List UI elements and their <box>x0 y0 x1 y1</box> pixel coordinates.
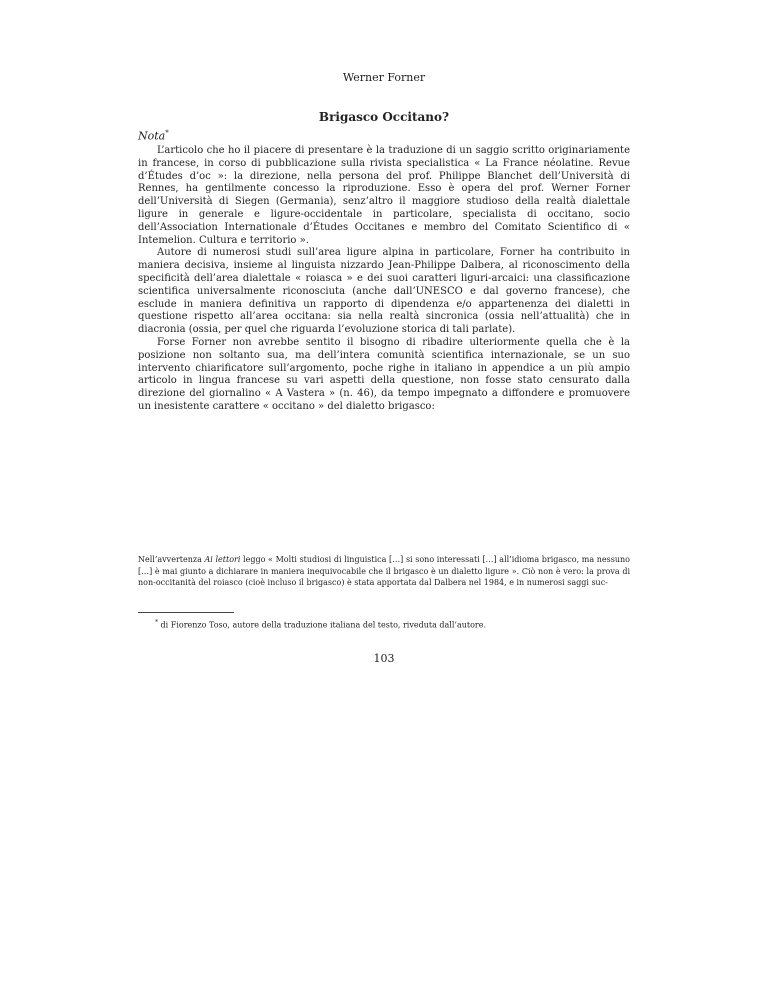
note-heading <box>138 129 169 143</box>
block-quote <box>138 554 630 589</box>
page-number: 103 <box>373 652 395 665</box>
quote-italic-title: Ai lettori <box>204 555 241 564</box>
article-author: Werner Forner <box>342 71 426 84</box>
footnote-divider <box>138 612 234 613</box>
body-paragraph-3: Forse Forner non avrebbe sentito il bisogno di ribadire ulteriormente quella che è la posizione non soltanto sua, ma dell’intera comunità scientifica internazionale, se un suo intervento chiarificatore sull’argomento, poche righe in italiano in appendice a un più ampio articolo in lingua francese su vari aspetti della questione, non fosse stato censurato dalla direzione del giornalino « A Vastera » (n. 46), da tempo impegnato a diffondere e promuovere un inesistente carattere « occitano » del dialetto brigasco: <box>138 336 630 412</box>
quote-text: leggo « Molti studiosi di linguistica […] si sono interessati […] all’idioma brigasco, ma nessuno […] è mai giunto a dichiarare in maniera inequivocabile che il brigasco è un dialetto ligure ». Ciò non è vero: la prova di non-occitanità del roiasco (cioè incluso il brigasco) è stata apportata dal Dalbera nel 1984, e in numerosi saggi suc- <box>138 555 630 587</box>
article-body <box>138 145 630 414</box>
note-footnote-marker: * <box>165 129 169 137</box>
footnote-marker: * <box>155 619 158 626</box>
body-paragraph-1: L’articolo che ho il piacere di presentare è la traduzione di un saggio scritto originariamente in francese, in corso di pubblicazione sulla rivista specialistica « La France néolatine. Revue d’Études d’oc »: la direzione, nella persona del prof. Philippe Blanchet dell’Università di Rennes, ha gentilmente concesso la riproduzione. Esso è opera del prof. Werner Forner dell’Università di Siegen (Germania), senz’altro il maggiore studioso della realtà dialettale ligure in generale e ligure-occidentale in particolare, specialista di occitano, socio dell’Association Internationale d’Études Occitanes e membro del Comitato Scientifico di « Intemelion. Cultura e territorio ». <box>138 145 630 246</box>
paper-page <box>138 0 630 994</box>
footnote-text: di Fiorenzo Toso, autore della traduzione italiana del testo, riveduta dall’autore. <box>158 620 487 630</box>
footnote <box>155 617 630 631</box>
article-title: Brigasco Occitano? <box>318 110 450 124</box>
body-paragraph-2: Autore di numerosi studi sull’area ligure alpina in particolare, Forner ha contribuito in maniera decisiva, insieme al linguista nizzardo Jean-Philippe Dalbera, al riconoscimento della specificità dell’area dialettale « roiasca » e dei suoi caratteri liguri-arcaici: una classificazione scientifica universalmente riconosciuta (anche dall’UNESCO e dal governo francese), che esclude in maniera definitiva un rapporto di dipendenza e/o appartenenza dei dialetti in questione rispetto all’area occitana: sia nella realtà sincronica (ossia nell’attualità) che in diacronia (ossia, per quel che riguarda l’evoluzione storica di tali parlate). <box>138 247 630 336</box>
note-heading-label: Nota <box>138 129 166 143</box>
quote-lead: Nell’avvertenza <box>138 555 205 564</box>
